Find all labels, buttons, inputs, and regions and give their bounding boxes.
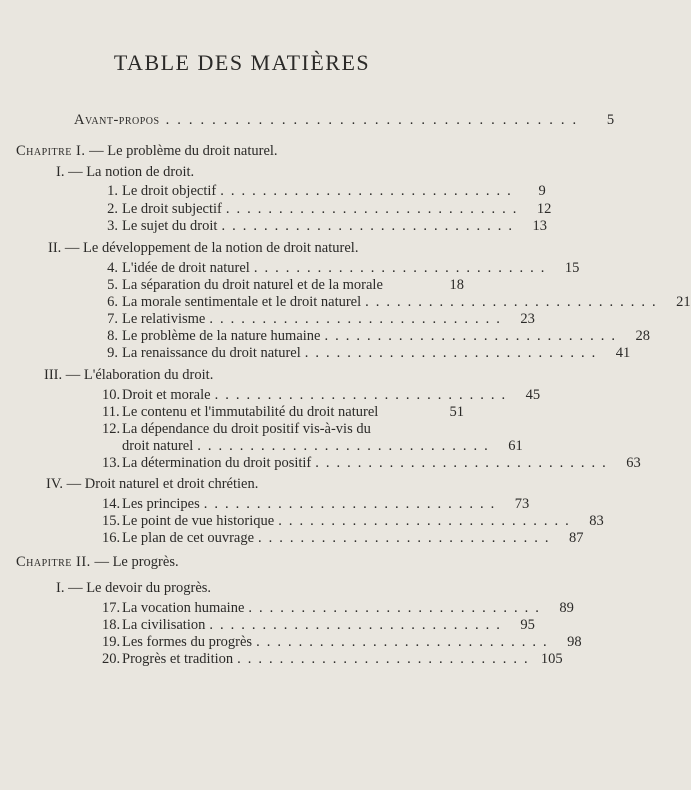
page-number: 95 xyxy=(520,617,535,633)
page-number: 21 xyxy=(676,294,691,310)
entry-title: Le sujet du droit xyxy=(122,218,218,234)
page-number: 61 xyxy=(508,438,523,454)
toc-entry[interactable] xyxy=(102,260,580,277)
entry-number: 11. xyxy=(102,404,120,420)
entry-number: 13. xyxy=(102,455,121,471)
toc-entry[interactable] xyxy=(102,496,530,513)
toc-entry-continued[interactable] xyxy=(102,438,523,455)
dot-leader xyxy=(382,404,436,421)
dot-leader: ............................ xyxy=(253,260,552,276)
dot-leader xyxy=(387,277,436,294)
entry-number: 3. xyxy=(107,218,118,234)
page-number: 23 xyxy=(520,311,535,327)
toc-entry[interactable] xyxy=(102,404,464,421)
entry-title: Droit et morale xyxy=(122,387,211,403)
toc-entry[interactable] xyxy=(102,345,631,362)
toc-entry[interactable] xyxy=(102,530,584,547)
page-number: 51 xyxy=(449,404,464,420)
entry-title: La civilisation xyxy=(122,617,206,633)
page-number: 63 xyxy=(626,455,641,471)
page-number: 41 xyxy=(615,345,631,361)
entry-number: 18. xyxy=(102,617,121,633)
page-number: 83 xyxy=(589,513,604,529)
entry-number: 15. xyxy=(102,513,121,529)
entry-title: Le point de vue historique xyxy=(122,513,275,529)
page-number: 98 xyxy=(567,634,582,650)
page-number: 12 xyxy=(536,201,552,217)
page-number: 105 xyxy=(540,651,563,667)
toc-entry[interactable] xyxy=(102,328,650,345)
dot-leader: ............................ xyxy=(324,328,622,344)
entry-title: droit naturel xyxy=(122,438,194,454)
toc-entry[interactable] xyxy=(102,294,691,311)
preface-label: Avant-propos xyxy=(74,112,160,128)
entry-title: L'idée de droit naturel xyxy=(122,260,250,276)
dot-leader: .................................... xyxy=(165,112,585,128)
entry-title: Le plan de cet ouvrage xyxy=(122,530,255,546)
dot-leader: ............................ xyxy=(221,218,519,234)
toc-entry[interactable] xyxy=(102,651,563,668)
entry-number: 1. xyxy=(107,183,118,199)
dot-leader: ............................ xyxy=(209,617,507,633)
page-title: TABLE DES MATIÈRES xyxy=(113,50,371,75)
entry-title: La dépendance du droit positif vis-à-vis du xyxy=(122,421,371,437)
page-number: 9 xyxy=(538,183,546,199)
entry-title: La séparation du droit naturel et de la morale xyxy=(122,277,383,293)
page-number: 15 xyxy=(564,260,580,276)
entry-title: La vocation humaine xyxy=(122,600,245,616)
dot-leader: ............................ xyxy=(248,600,546,616)
chapter-label: Chapitre I. xyxy=(16,143,86,159)
toc-entry[interactable] xyxy=(102,513,604,530)
dot-leader: ............................ xyxy=(197,438,495,454)
page-number: 87 xyxy=(569,530,584,546)
entry-number: 9. xyxy=(107,345,118,361)
entry-number: 14. xyxy=(102,496,121,512)
chapter-title: — Le problème du droit naturel. xyxy=(89,143,278,159)
dot-leader: ............................ xyxy=(203,496,502,512)
toc-entry[interactable] xyxy=(102,201,552,218)
page-number: 28 xyxy=(635,328,650,344)
dot-leader: ............................ xyxy=(256,634,554,650)
toc-entry[interactable] xyxy=(102,617,535,634)
entry-title: Le droit objectif xyxy=(122,183,217,199)
page-number: 73 xyxy=(514,496,530,512)
toc-entry[interactable] xyxy=(102,634,582,651)
entry-title: La détermination du droit positif xyxy=(122,455,312,471)
entry-title: Les formes du progrès xyxy=(122,634,253,650)
section-heading[interactable]: I. — La notion de droit. xyxy=(56,164,195,180)
section-heading[interactable]: II. — Le développement de la notion de droit naturel. xyxy=(48,240,359,256)
dot-leader: ............................ xyxy=(220,183,518,199)
dot-leader: ............................ xyxy=(225,201,524,217)
entry-number: 8. xyxy=(107,328,118,344)
entry-title: Progrès et tradition xyxy=(122,651,234,667)
entry-number: 7. xyxy=(107,311,118,327)
entry-number: 20. xyxy=(102,651,121,667)
toc-entry[interactable] xyxy=(102,387,541,404)
chapter-heading[interactable] xyxy=(16,143,278,160)
entry-number: 17. xyxy=(102,600,121,616)
entry-number: 6. xyxy=(107,294,118,310)
entry-number: 19. xyxy=(102,634,121,650)
chapter-label: Chapitre II. xyxy=(16,554,91,570)
entry-number xyxy=(102,438,118,455)
toc-entry[interactable] xyxy=(102,218,547,235)
toc-entry[interactable] xyxy=(102,183,546,200)
dot-leader: ............................ xyxy=(237,651,535,667)
section-heading[interactable]: III. — L'élaboration du droit. xyxy=(44,367,214,383)
dot-leader xyxy=(375,421,436,438)
entry-number: 5. xyxy=(107,277,118,293)
entry-number: 16. xyxy=(102,530,121,546)
section-heading[interactable]: IV. — Droit naturel et droit chrétien. xyxy=(46,476,259,492)
entry-number: 12. xyxy=(102,421,121,437)
page-number: 13 xyxy=(532,218,547,234)
dot-leader: ............................ xyxy=(209,311,507,327)
entry-number: 10. xyxy=(102,387,121,403)
dot-leader: ............................ xyxy=(214,387,513,403)
dot-leader: ............................ xyxy=(365,294,663,310)
toc-entry[interactable] xyxy=(102,311,535,328)
entry-title: Le droit subjectif xyxy=(122,201,222,217)
dot-leader: ............................ xyxy=(278,513,576,529)
entry-number: 4. xyxy=(107,260,118,276)
toc-entry[interactable] xyxy=(102,277,464,294)
page-number: 89 xyxy=(559,600,574,616)
page-number: 5 xyxy=(606,112,615,128)
section-heading[interactable]: I. — Le devoir du progrès. xyxy=(56,580,212,596)
dot-leader: ............................ xyxy=(304,345,603,361)
entry-number: 2. xyxy=(107,201,118,217)
chapter-title: — Le progrès. xyxy=(94,554,179,570)
entry-title: La morale sentimentale et le droit naturel xyxy=(122,294,362,310)
dot-leader: ............................ xyxy=(258,530,556,546)
entry-title: Les principes xyxy=(122,496,200,512)
toc-entry-preface[interactable] xyxy=(74,112,615,129)
toc-entry[interactable] xyxy=(102,455,641,472)
dot-leader: ............................ xyxy=(315,455,613,471)
entry-title: Le contenu et l'immutabilité du droit naturel xyxy=(122,404,379,420)
toc-entry[interactable] xyxy=(102,421,464,438)
entry-title: Le relativisme xyxy=(122,311,206,327)
page-number xyxy=(440,421,464,438)
page-number: 18 xyxy=(449,277,464,293)
entry-title: Le problème de la nature humaine xyxy=(122,328,321,344)
toc-entry[interactable] xyxy=(102,600,574,617)
chapter-heading[interactable] xyxy=(16,554,179,571)
entry-title: La renaissance du droit naturel xyxy=(122,345,301,361)
page-number: 45 xyxy=(525,387,541,403)
